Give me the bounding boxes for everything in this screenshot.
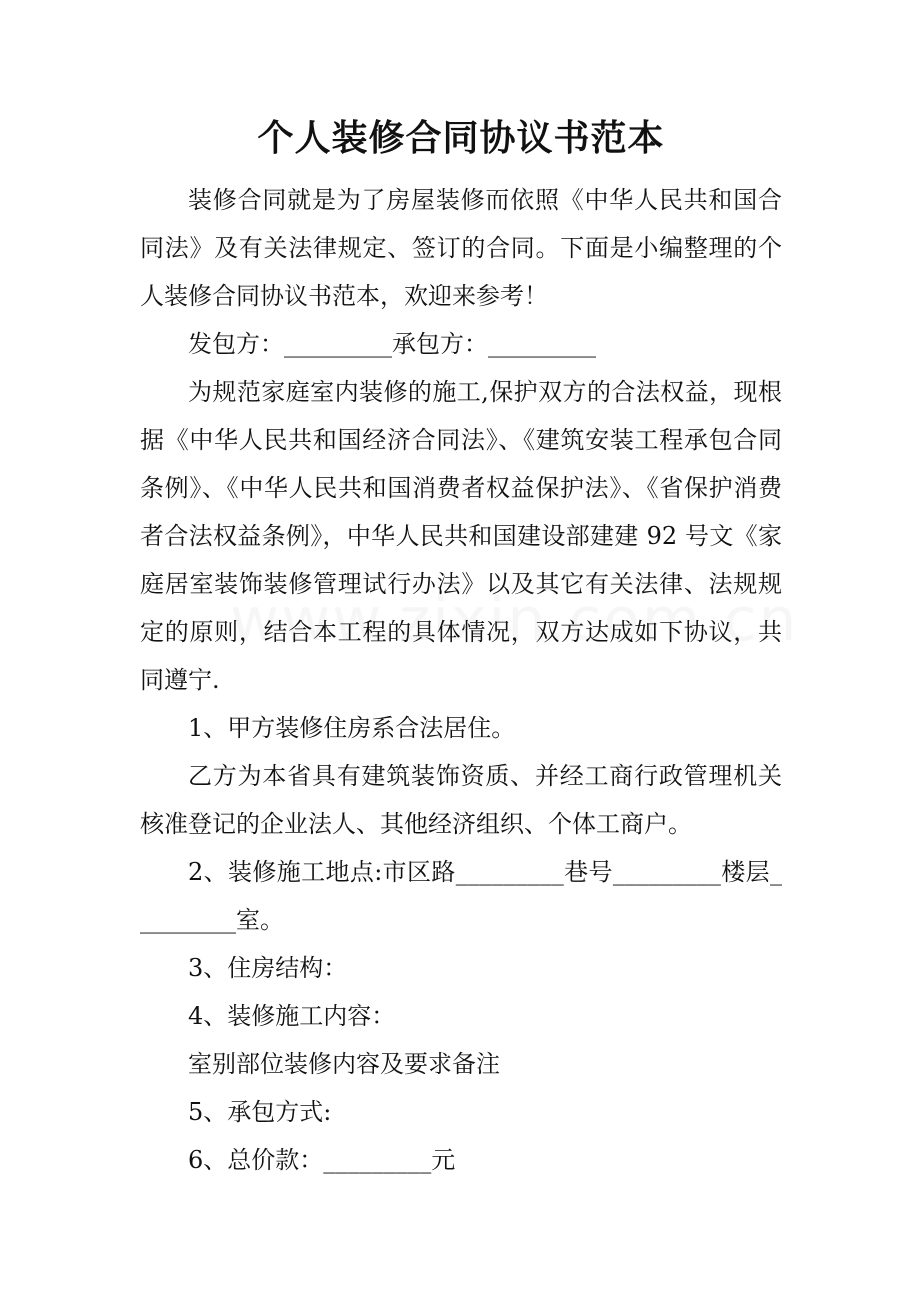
document-title: 个人装修合同协议书范本: [257, 117, 665, 159]
clause-3: 3、住房结构：: [188, 954, 348, 982]
clause-6: 6、总价款：_________元: [188, 1146, 456, 1174]
clause-4: 4、装修施工内容：: [188, 1002, 396, 1030]
intro-paragraph: 装修合同就是为了房屋装修而依照《中华人民共和国合同法》及有关法律规定、签订的合同。下面是小编整理的个人装修合同协议书范本，欢迎来参考！: [140, 186, 782, 310]
clause-1: 1、甲方装修住房系合法居住。: [188, 714, 516, 742]
clause-2: 2、装修施工地点:市区路_________巷号_________楼层_________室。: [140, 858, 782, 934]
clause-4-detail: 室别部位装修内容及要求备注: [188, 1050, 500, 1078]
parties-line: 发包方：_________承包方：_________: [188, 330, 596, 358]
document-page: [140, 110, 782, 1184]
clause-5: 5、承包方式:: [188, 1098, 332, 1126]
preamble-paragraph: 为规范家庭室内装修的施工,保护双方的合法权益，现根据《中华人民共和国经济合同法》、《建筑安装工程承包合同条例》、《中华人民共和国消费者权益保护法》、《省保护消费者合法权益条例》，中华人民共和国建设部建建 92 号文《家庭居室装饰装修管理试行办法》以及其它有关法律、法规规定的原则，结合本工程的具体情况，双方达成如下协议，共同遵宁.: [140, 378, 782, 694]
clause-1-detail: 乙方为本省具有建筑装饰资质、并经工商行政管理机关核准登记的企业法人、其他经济组织、个体工商户。: [140, 762, 782, 838]
